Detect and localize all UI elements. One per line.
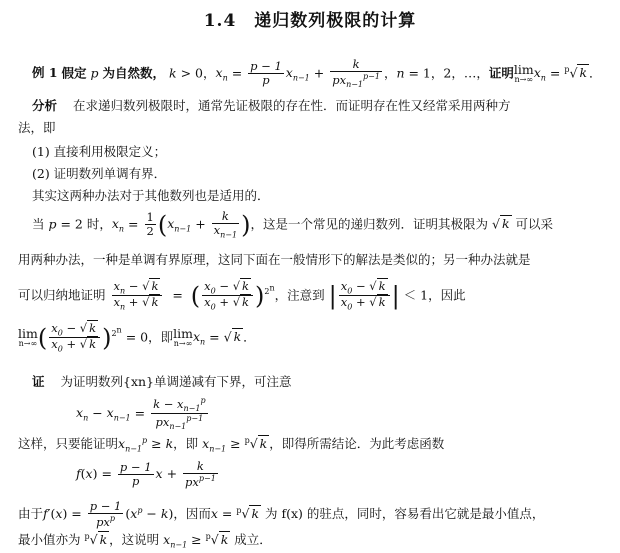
proof-formula-1: $x_n - x_{n-1}$ = $\frac{k - x_{n-1}^p}{px_{n-1}^{p-1}}$ [76,396,206,432]
analysis-line-6: 可以归纳地证明 $\frac{x_n - √ k}{x_n + √ k}$ = ( $\frac{x_0 - √ k}{x_0 + √ k}$ )$^{2^n}$，注意到 | $\frac{x_0 - √ k}{x_0 + √ k}$ | ＜ 1，因此 [18,279,466,312]
analysis-line-5: 用两种办法，一种是单调有界原理，这同下面在一般情形下的解法是类似的；另一种办法就是 [18,252,531,267]
example-label: 例 1 [32,65,58,81]
analysis-line-4: 当 p = 2 时，$x_n$ = $\frac{1}{2}$ ($x_{n-1}$ + $\frac{k}{x_{n-1}}$ )，这是一个常见的递归数列．证明其极限为 √ k 可以采 [32,209,554,240]
analysis-line-2: 法，即 [18,120,56,135]
example-text-c: 证明 [488,65,514,81]
proof-line-4: 最小值亦为 $^p$√ k ，这说明 $x_{n-1} \ge ^p√$ k 成立． [18,531,272,550]
proof-formula-2: f(x) = $\frac{p - 1}{p}$ x + $\frac{k}{px^{p-1}}$ [76,459,216,490]
proof-line-2: 这样，只要能证明$x_{n-1}^p \ge k$，即 $x_{n-1} \ge ^p√$ k ，即得所需结论．为此考虑函数 [18,435,445,454]
fraction: $\frac{k}{px_{n-1}^{p-1}}$ [332,57,380,90]
analysis-item-1: (1) 直接利用极限定义； [32,144,167,159]
proof-line-1: 证 为证明数列{xn}单调递减有下界，可注意 [32,374,292,389]
proof-line-3: 由于f′(x) = $\frac{p - 1}{px^p}$ $(x^p - k)$，因而x = $^p$√ k 为 f(x) 的驻点，同时，容易看出它就是最小值点， [18,499,545,530]
example-line: 例 1 假定 p 为自然数， k > 0，$x_n$ = $\frac{p - 1}{p}$ $x_{n-1}$ + $\frac{k}{px_{n-1}^{p-1}}$ ，n = 1，2，…，证明 lim n→∞ $x_n = ^p√$ k ． [32,57,602,90]
proof-label: 证 [32,374,45,389]
section-title: 1.4 递归数列极限的计算 [203,11,417,31]
analysis-item-2: (2) 证明数列单调有界． [32,166,167,181]
example-text-a: 假定 [61,65,87,81]
analysis-label: 分析 [32,98,58,113]
analysis-line-3: 其实这两种办法对于其他数列也是适用的． [32,188,270,203]
fraction: $\frac{p - 1}{p}$ [250,59,282,88]
example-text-b: 为自然数， [102,65,166,81]
analysis-line-7: lim n→∞ ( $\frac{x_0 - √ k}{x_0 + √ k}$ )$^{2^n}$ = 0，即 lim n→∞ $x_n$ = √ k ． [18,321,256,354]
analysis-line-1: 分析 在求递归数列极限时，通常先证极限的存在性．而证明存在性又经常采用两种方 [32,98,511,113]
